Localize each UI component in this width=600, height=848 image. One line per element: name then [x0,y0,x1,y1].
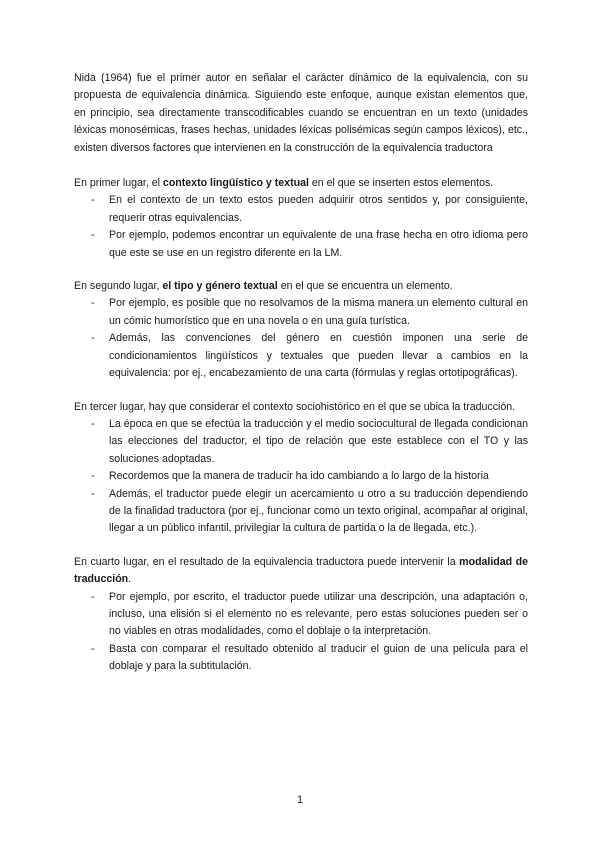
section-modality [74,554,528,676]
section-lead: En segundo lugar, el tipo y género textual en el que se encuentra un elemento. [74,280,453,293]
section-context [74,175,528,262]
dash-marker: - [91,297,95,310]
bullet-list [74,589,528,676]
list-item: - Por ejemplo, es posible que no resolvamos de la misma manera un elemento cultural en un cómic humorístico que en una novela o en una guía turística. [91,297,528,327]
section-genre [74,278,528,382]
document-page [74,70,528,692]
dash-marker: - [91,229,95,242]
section-lead: En cuarto lugar, en el resultado de la equivalencia traductora puede intervenir la modalidad de traducción. [74,555,528,586]
list-item: - La época en que se efectúa la traducción y el medio sociocultural de llegada condicionan las elecciones del traductor, el tipo de relación que este establece con el TO y las soluciones adoptadas. [91,417,528,465]
bullet-list [74,192,528,262]
dash-marker: - [91,194,95,207]
list-item: - Basta con comparar el resultado obtenido al traducir el guion de una película para el doblaje y para la subtitulación. [91,642,528,673]
section-lead: En primer lugar, el contexto lingüístico y textual en el que se inserten estos elementos. [74,177,494,190]
dash-marker: - [91,487,95,500]
list-item: - Además, las convenciones del género en cuestión imponen una serie de condicionamientos lingüísticos y textuales que pueden llevar a cambios en la equivalencia: por ej., encabezamiento de una carta (fórmulas y reglas ortotipográficas). [91,332,528,380]
dash-marker: - [91,417,95,430]
list-item: - En el contexto de un texto estos pueden adquirir otros sentidos y, por consiguiente, requerir otras equivalencias. [91,194,528,224]
intro-paragraph: Nida (1964) fue el primer autor en señalar el carácter dinámico de la equivalencia, con su propuesta de equivalencia dinámica. Siguiendo este enfoque, aunque existan elementos que, en principio, sea directamente transcodificables cuando se encuentran en un texto (unidades léxicas monosémicas, frases hechas, unidades léxicas polisémicas según campos léxicos), etc., existen diversos factores que intervienen en la construcción de la equivalencia traductora [74,72,528,154]
list-item: - Recordemos que la manera de traducir ha ido cambiando a lo largo de la historia [74,468,528,485]
list-item: - Por ejemplo, podemos encontrar un equivalente de una frase hecha en otro idioma pero que este se use en un registro diferente en la LM. [91,229,528,259]
bullet-list [74,295,528,382]
section-sociohistoric [74,399,528,538]
bullet-list [74,416,528,538]
list-item: - Además, el traductor puede elegir un acercamiento u otro a su traducción dependiendo de la finalidad traductora (por ej., funcionar como un texto original, acompañar al original, llegar a un público infantil, privilegiar la cultura de partida o la de llegada, etc.). [91,487,528,535]
dash-marker: - [91,332,95,345]
list-item: - Por ejemplo, por escrito, el traductor puede utilizar una descripción, una adaptación o, incluso, una elisión si el elemento no es relevante, pero estas soluciones pueden ser o no viables en otras modalidades, como el doblaje o la interpretación. [91,590,528,638]
page-number: 1 [296,794,304,806]
dash-marker: - [91,470,95,483]
section-lead: En tercer lugar, hay que considerar el contexto sociohistórico en el que se ubica la traducción. [74,400,516,413]
dash-marker: - [91,642,95,655]
dash-marker: - [91,590,95,603]
